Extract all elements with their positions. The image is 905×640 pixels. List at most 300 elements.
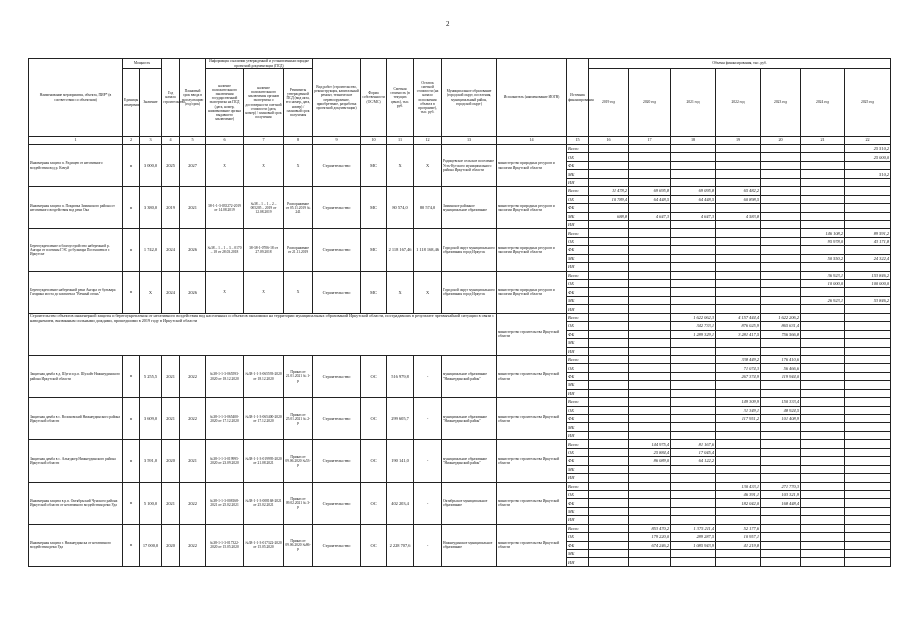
funding-value bbox=[671, 550, 716, 558]
estimated-cost: 190 141,0 bbox=[387, 440, 414, 482]
funding-value bbox=[671, 263, 716, 271]
table-row bbox=[29, 355, 891, 363]
funding-value bbox=[671, 170, 716, 178]
ownership: МС bbox=[361, 145, 387, 187]
funding-value bbox=[761, 440, 801, 448]
funding-value bbox=[716, 474, 761, 482]
funding-source-label: ФБ bbox=[567, 499, 589, 507]
header-power: Мощность bbox=[123, 59, 162, 69]
funding-value: 24 322,4 bbox=[845, 254, 891, 262]
funding-value: 130 433,1 bbox=[716, 482, 761, 490]
funding-value bbox=[845, 507, 891, 515]
power-value: Х bbox=[140, 271, 162, 313]
funding-value bbox=[589, 431, 629, 439]
funding-value: 69 095,8 bbox=[671, 187, 716, 195]
psd-cost-check: №38-1-1-3-065400-2020 от 17.12.2020 bbox=[244, 398, 284, 440]
psd-expertise: Х bbox=[206, 271, 244, 313]
funding-value: 36 923,1 bbox=[801, 271, 845, 279]
funding-value bbox=[761, 305, 801, 313]
funding-value bbox=[589, 355, 629, 363]
funding-value bbox=[761, 347, 801, 355]
funding-value: 338 449,2 bbox=[716, 355, 761, 363]
funding-value: 95 978,0 bbox=[801, 237, 845, 245]
funding-value bbox=[671, 161, 716, 169]
funding-value bbox=[845, 550, 891, 558]
funding-source-label: ИИ bbox=[567, 347, 589, 355]
funding-value bbox=[801, 516, 845, 524]
work-type: Строительство bbox=[313, 524, 361, 566]
start-year: 2024 bbox=[162, 271, 180, 313]
funding-value: 43 171,8 bbox=[845, 237, 891, 245]
funding-value bbox=[801, 322, 845, 330]
funding-value bbox=[801, 389, 845, 397]
psd-expertise: №38-1-1-3-008168-2021 от 25.02.2021 bbox=[206, 482, 244, 524]
funding-value bbox=[845, 524, 891, 532]
funding-value: 11 478,2 bbox=[589, 187, 629, 195]
funding-value bbox=[671, 465, 716, 473]
funding-value: 289 287,5 bbox=[671, 533, 716, 541]
funding-value bbox=[671, 288, 716, 296]
start-year: 2021 bbox=[162, 355, 180, 397]
funding-value bbox=[629, 431, 671, 439]
funding-source-label: ИИ bbox=[567, 431, 589, 439]
funding-value bbox=[845, 381, 891, 389]
funding-value bbox=[629, 313, 671, 321]
funding-value bbox=[629, 145, 671, 153]
funding-value: 69 695,8 bbox=[629, 187, 671, 195]
funding-value: 876 025,9 bbox=[716, 322, 761, 330]
funding-source-label: МБ bbox=[567, 507, 589, 515]
funding-value bbox=[845, 482, 891, 490]
ownership: ОС bbox=[361, 524, 387, 566]
funding-value bbox=[589, 389, 629, 397]
column-number-4: 4 bbox=[162, 137, 180, 145]
table-row bbox=[29, 145, 891, 153]
funding-source-label: Всего bbox=[567, 482, 589, 490]
funding-value bbox=[845, 364, 891, 372]
funding-value bbox=[671, 474, 716, 482]
remaining-cost: Х bbox=[414, 271, 442, 313]
power-unit: м bbox=[123, 355, 140, 397]
funding-value bbox=[761, 474, 801, 482]
funding-value bbox=[845, 431, 891, 439]
header-est-cost: Сметная стоимость (в текущих ценах), тыс. руб. bbox=[387, 59, 414, 137]
header-year-2025: 2025 год bbox=[845, 69, 891, 137]
funding-source-label: Всего bbox=[567, 398, 589, 406]
funding-value: 25 000,0 bbox=[845, 153, 891, 161]
psd-expertise: Х bbox=[206, 145, 244, 187]
power-value: 3 380,0 bbox=[140, 187, 162, 229]
funding-value bbox=[589, 254, 629, 262]
funding-value bbox=[589, 288, 629, 296]
column-number-8: 8 bbox=[284, 137, 313, 145]
funding-value bbox=[845, 398, 891, 406]
header-end-year: Плановый срок ввода в эксплуатацию (год/срок) bbox=[180, 59, 206, 137]
funding-value bbox=[716, 440, 761, 448]
start-year: 2019 bbox=[162, 187, 180, 229]
funding-value: 510,2 bbox=[845, 170, 891, 178]
header-funding: Объемы финансирования, тыс. руб. bbox=[589, 59, 891, 69]
funding-value bbox=[629, 364, 671, 372]
funding-value: 71 074,3 bbox=[716, 364, 761, 372]
power-unit: м bbox=[123, 271, 140, 313]
funding-value bbox=[761, 153, 801, 161]
executor: министерство строительства Иркутской области bbox=[497, 482, 567, 524]
funding-value bbox=[801, 406, 845, 414]
funding-value bbox=[716, 288, 761, 296]
funding-value bbox=[589, 280, 629, 288]
funding-value bbox=[761, 212, 801, 220]
funding-value bbox=[629, 507, 671, 515]
funding-value bbox=[845, 406, 891, 414]
estimated-cost: 402 203,4 bbox=[387, 482, 414, 524]
funding-value bbox=[671, 296, 716, 304]
page-number: 2 bbox=[446, 20, 450, 28]
funding-value bbox=[761, 516, 801, 524]
funding-value: 56 466,6 bbox=[761, 364, 801, 372]
power-value: 17 000,0 bbox=[140, 524, 162, 566]
ownership: ОС bbox=[361, 482, 387, 524]
funding-value bbox=[589, 161, 629, 169]
funding-value bbox=[589, 474, 629, 482]
funding-value bbox=[801, 153, 845, 161]
funding-value bbox=[761, 220, 801, 228]
funding-value bbox=[589, 246, 629, 254]
funding-value bbox=[801, 474, 845, 482]
column-number-15: 15 bbox=[567, 137, 589, 145]
funding-value bbox=[801, 220, 845, 228]
funding-value bbox=[761, 507, 801, 515]
funding-value bbox=[801, 541, 845, 549]
funding-value bbox=[589, 499, 629, 507]
funding-value bbox=[671, 364, 716, 372]
funding-value bbox=[845, 389, 891, 397]
executor: министерство природных ресурсов и экологии Иркутской области bbox=[497, 271, 567, 313]
funding-value bbox=[845, 313, 891, 321]
municipality: муниципальное образование "Нижнеудинский район" bbox=[442, 440, 497, 482]
power-value: 5 100,0 bbox=[140, 482, 162, 524]
funding-source-label: МБ bbox=[567, 254, 589, 262]
funding-value bbox=[845, 423, 891, 431]
work-type: Строительство bbox=[313, 271, 361, 313]
funding-value bbox=[629, 305, 671, 313]
funding-value bbox=[589, 457, 629, 465]
funding-value bbox=[801, 330, 845, 338]
funding-value bbox=[761, 187, 801, 195]
funding-value bbox=[845, 187, 891, 195]
funding-value bbox=[629, 330, 671, 338]
funding-value: 117 951,2 bbox=[716, 415, 761, 423]
funding-value: 10 789,4 bbox=[589, 195, 629, 203]
executor: министерство природных ресурсов и экологии Иркутской области bbox=[497, 187, 567, 229]
table-row bbox=[29, 524, 891, 532]
funding-value bbox=[671, 482, 716, 490]
funding-value bbox=[801, 246, 845, 254]
column-number-16: 16 bbox=[589, 137, 629, 145]
psd-approval: Распоряжение от 21.11.2019 bbox=[284, 229, 313, 271]
funding-value bbox=[589, 541, 629, 549]
column-number-5: 5 bbox=[180, 137, 206, 145]
funding-value bbox=[761, 280, 801, 288]
work-type: Строительство bbox=[313, 398, 361, 440]
funding-value bbox=[761, 339, 801, 347]
funding-value: 60 898,5 bbox=[716, 195, 761, 203]
funding-value: 853 470,2 bbox=[629, 524, 671, 532]
funding-value bbox=[671, 415, 716, 423]
psd-cost-check: Х bbox=[244, 271, 284, 313]
funding-value bbox=[716, 296, 761, 304]
funding-value: 89 591,2 bbox=[845, 229, 891, 237]
psd-expertise: №38 – 1 – 1 – 3 – 0170 – 18 от 28.03.2018 bbox=[206, 229, 244, 271]
funding-value bbox=[801, 288, 845, 296]
funding-value bbox=[801, 170, 845, 178]
funding-value: 103 321,9 bbox=[761, 490, 801, 498]
funding-source-label: Всего bbox=[567, 187, 589, 195]
funding-value bbox=[671, 339, 716, 347]
funding-source-label: МБ bbox=[567, 423, 589, 431]
column-number-11: 11 bbox=[387, 137, 414, 145]
psd-approval: Приказ от 09.06.2020 №86-р bbox=[284, 524, 313, 566]
funding-value: 50 550,2 bbox=[801, 254, 845, 262]
funding-value bbox=[589, 170, 629, 178]
funding-source-label: ФБ bbox=[567, 246, 589, 254]
ownership: МС bbox=[361, 187, 387, 229]
funding-source-label: ФБ bbox=[567, 330, 589, 338]
funding-value bbox=[671, 490, 716, 498]
header-psd-a: наличие положительного заключения государственной экспертизы на ПСД (дата, номер, наименование органа выдавшего заключение) bbox=[206, 69, 244, 137]
funding-value bbox=[716, 558, 761, 566]
funding-value bbox=[845, 541, 891, 549]
funding-value bbox=[716, 161, 761, 169]
psd-cost-check: 38-38-1-0706-18 от 27.09.2018 bbox=[244, 229, 284, 271]
funding-value bbox=[589, 423, 629, 431]
header-psd-b: наличие положительного заключения органов экспертизы о достоверности сметной стоимости (дата, номер) / плановый срок получения bbox=[244, 69, 284, 137]
estimated-cost: Х bbox=[387, 271, 414, 313]
funding-value: 688,8 bbox=[589, 212, 629, 220]
funding-value bbox=[761, 204, 801, 212]
funding-value bbox=[716, 381, 761, 389]
funding-value bbox=[671, 381, 716, 389]
column-number-12: 12 bbox=[414, 137, 442, 145]
funding-value bbox=[671, 178, 716, 186]
funding-value: 4 647,3 bbox=[671, 212, 716, 220]
funding-value: 1 622 062,3 bbox=[671, 313, 716, 321]
funding-value bbox=[801, 550, 845, 558]
funding-value: 267 374,9 bbox=[716, 372, 761, 380]
funding-value bbox=[801, 305, 845, 313]
funding-source-label: ОБ bbox=[567, 448, 589, 456]
funding-value bbox=[761, 448, 801, 456]
ownership: МС bbox=[361, 271, 387, 313]
funding-value bbox=[761, 237, 801, 245]
funding-value bbox=[629, 296, 671, 304]
work-type: Строительство bbox=[313, 145, 361, 187]
header-power-unit: Единицы измерения bbox=[123, 69, 140, 137]
funding-value bbox=[671, 398, 716, 406]
header-psd-c: Реквизиты утвержденной ПСД (вид акта, его номер, дата, номер) / плановый срок получения bbox=[284, 69, 313, 137]
end-year: 2021 bbox=[180, 440, 206, 482]
funding-source-label: ОБ bbox=[567, 533, 589, 541]
column-number-10: 10 bbox=[361, 137, 387, 145]
funding-value: 4 583,8 bbox=[716, 212, 761, 220]
funding-value bbox=[671, 305, 716, 313]
funding-value bbox=[845, 330, 891, 338]
funding-value bbox=[801, 212, 845, 220]
funding-value bbox=[629, 465, 671, 473]
funding-source-label: ОБ bbox=[567, 490, 589, 498]
psd-approval: Приказ от 25.01.2021 № 2-р bbox=[284, 398, 313, 440]
funding-source-label: МБ bbox=[567, 465, 589, 473]
funding-value bbox=[629, 423, 671, 431]
column-number-13: 13 bbox=[442, 137, 497, 145]
psd-cost-check: №38-1-1-3-017322-2020 от 15.05.2020 bbox=[244, 524, 284, 566]
funding-value bbox=[589, 229, 629, 237]
funding-value bbox=[629, 178, 671, 186]
funding-value bbox=[716, 145, 761, 153]
funding-value bbox=[845, 305, 891, 313]
funding-value bbox=[845, 465, 891, 473]
funding-value: 176 410,6 bbox=[761, 355, 801, 363]
funding-value bbox=[716, 339, 761, 347]
funding-value bbox=[629, 170, 671, 178]
funding-value bbox=[671, 145, 716, 153]
funding-value bbox=[671, 499, 716, 507]
header-power-value: Значение bbox=[140, 69, 162, 137]
table-row bbox=[29, 482, 891, 490]
funding-value bbox=[716, 431, 761, 439]
funding-value bbox=[761, 178, 801, 186]
funding-source-label: ФБ bbox=[567, 457, 589, 465]
funding-value bbox=[845, 440, 891, 448]
column-number-6: 6 bbox=[206, 137, 244, 145]
funding-value bbox=[801, 347, 845, 355]
funding-value bbox=[761, 246, 801, 254]
funding-value bbox=[716, 204, 761, 212]
power-unit: м bbox=[123, 398, 140, 440]
power-unit: м bbox=[123, 229, 140, 271]
start-year: 2021 bbox=[162, 398, 180, 440]
funding-value bbox=[589, 296, 629, 304]
remaining-cost: - bbox=[414, 398, 442, 440]
psd-cost-check: №38 – 1 – 1 – 2 – 005205 – 2019 от 12.08.2019 bbox=[244, 187, 284, 229]
funding-value bbox=[845, 490, 891, 498]
funding-value bbox=[716, 389, 761, 397]
funding-value bbox=[589, 204, 629, 212]
funding-value bbox=[716, 516, 761, 524]
column-number-3: 3 bbox=[140, 137, 162, 145]
funding-source-label: ОБ bbox=[567, 406, 589, 414]
funding-value bbox=[716, 305, 761, 313]
funding-value bbox=[761, 389, 801, 397]
work-type: Строительство bbox=[313, 482, 361, 524]
funding-value bbox=[629, 474, 671, 482]
funding-value bbox=[845, 246, 891, 254]
funding-value bbox=[629, 550, 671, 558]
funding-value bbox=[761, 145, 801, 153]
psd-expertise: №38-1-1-3-065593-2020 от 18.12.2020 bbox=[206, 355, 244, 397]
funding-value bbox=[629, 161, 671, 169]
header-year-2022: 2022 год bbox=[716, 69, 761, 137]
funding-value bbox=[801, 499, 845, 507]
funding-value bbox=[589, 347, 629, 355]
work-type: Строительство bbox=[313, 355, 361, 397]
funding-source-label: МБ bbox=[567, 170, 589, 178]
funding-source-label: ФБ bbox=[567, 204, 589, 212]
funding-value bbox=[801, 524, 845, 532]
object-name: Инженерная защита п. Радищев от негативного воздействия вод р. Кичуй bbox=[29, 145, 123, 187]
remaining-cost: - bbox=[414, 524, 442, 566]
municipality: Октябрьское муниципальное образование bbox=[442, 482, 497, 524]
header-work-type: Вид работ (строительство, реконструкция, капитальный ремонт, техническое перевооружение, приобретение, разработка проектной документации) bbox=[313, 59, 361, 137]
funding-value bbox=[761, 533, 801, 541]
funding-value bbox=[671, 406, 716, 414]
remaining-cost: 1 118 168,46 bbox=[414, 229, 442, 271]
funding-value bbox=[801, 195, 845, 203]
funding-value: 144 975,4 bbox=[629, 440, 671, 448]
funding-value bbox=[629, 406, 671, 414]
funding-value bbox=[671, 558, 716, 566]
funding-value bbox=[671, 423, 716, 431]
ownership: МС bbox=[361, 229, 387, 271]
psd-approval: Х bbox=[284, 271, 313, 313]
funding-value bbox=[671, 254, 716, 262]
funding-value bbox=[589, 339, 629, 347]
funding-value bbox=[589, 178, 629, 186]
start-year: 2020 bbox=[162, 440, 180, 482]
table-row bbox=[29, 271, 891, 279]
funding-value: 1 085 943,9 bbox=[671, 541, 716, 549]
funding-value bbox=[801, 339, 845, 347]
funding-value bbox=[671, 280, 716, 288]
funding-value bbox=[716, 507, 761, 515]
end-year: 2022 bbox=[180, 398, 206, 440]
psd-expertise: №38-1-1-3-065400-2020 от 17.12.2020 bbox=[206, 398, 244, 440]
funding-value bbox=[629, 381, 671, 389]
column-number-21: 21 bbox=[801, 137, 845, 145]
psd-expertise: №38-1-1-3-017322-2020 от 15.05.2020 bbox=[206, 524, 244, 566]
municipality: муниципальное образование "Нижнеудинский район" bbox=[442, 355, 497, 397]
funding-source-label: Всего bbox=[567, 355, 589, 363]
funding-source-label: МБ bbox=[567, 381, 589, 389]
power-value: 1 742,0 bbox=[140, 229, 162, 271]
funding-value bbox=[761, 161, 801, 169]
header-year-2023: 2023 год bbox=[761, 69, 801, 137]
funding-value bbox=[845, 220, 891, 228]
funding-value bbox=[629, 237, 671, 245]
municipality: Радищевское сельское поселение Усть-Кутского муниципального района Иркутской области bbox=[442, 145, 497, 187]
psd-cost-check: №38-1-1-3-019995-2020 от 21.08.2021 bbox=[244, 440, 284, 482]
funding-value bbox=[589, 372, 629, 380]
funding-value bbox=[801, 533, 845, 541]
funding-value bbox=[761, 195, 801, 203]
funding-value bbox=[671, 229, 716, 237]
funding-value bbox=[845, 457, 891, 465]
funding-source-label: Всего bbox=[567, 313, 589, 321]
funding-value bbox=[716, 246, 761, 254]
end-year: 2022 bbox=[180, 355, 206, 397]
power-unit: м bbox=[123, 187, 140, 229]
object-name: Инженерная защита п. Покровка Зиминского района от негативного воздействия вод реки Ока bbox=[29, 187, 123, 229]
funding-value: 64 448,5 bbox=[629, 195, 671, 203]
estimated-cost: 299 605,7 bbox=[387, 398, 414, 440]
funding-value bbox=[629, 415, 671, 423]
funding-value bbox=[845, 339, 891, 347]
object-name: Защитная дамба в с. Алыгджер Нижнеудинского района Иркутской области bbox=[29, 440, 123, 482]
funding-value bbox=[716, 254, 761, 262]
object-name: Защитная дамба в с. Волоковский Нижнеудинского района Иркутской области bbox=[29, 398, 123, 440]
funding-value bbox=[629, 398, 671, 406]
funding-value bbox=[716, 347, 761, 355]
